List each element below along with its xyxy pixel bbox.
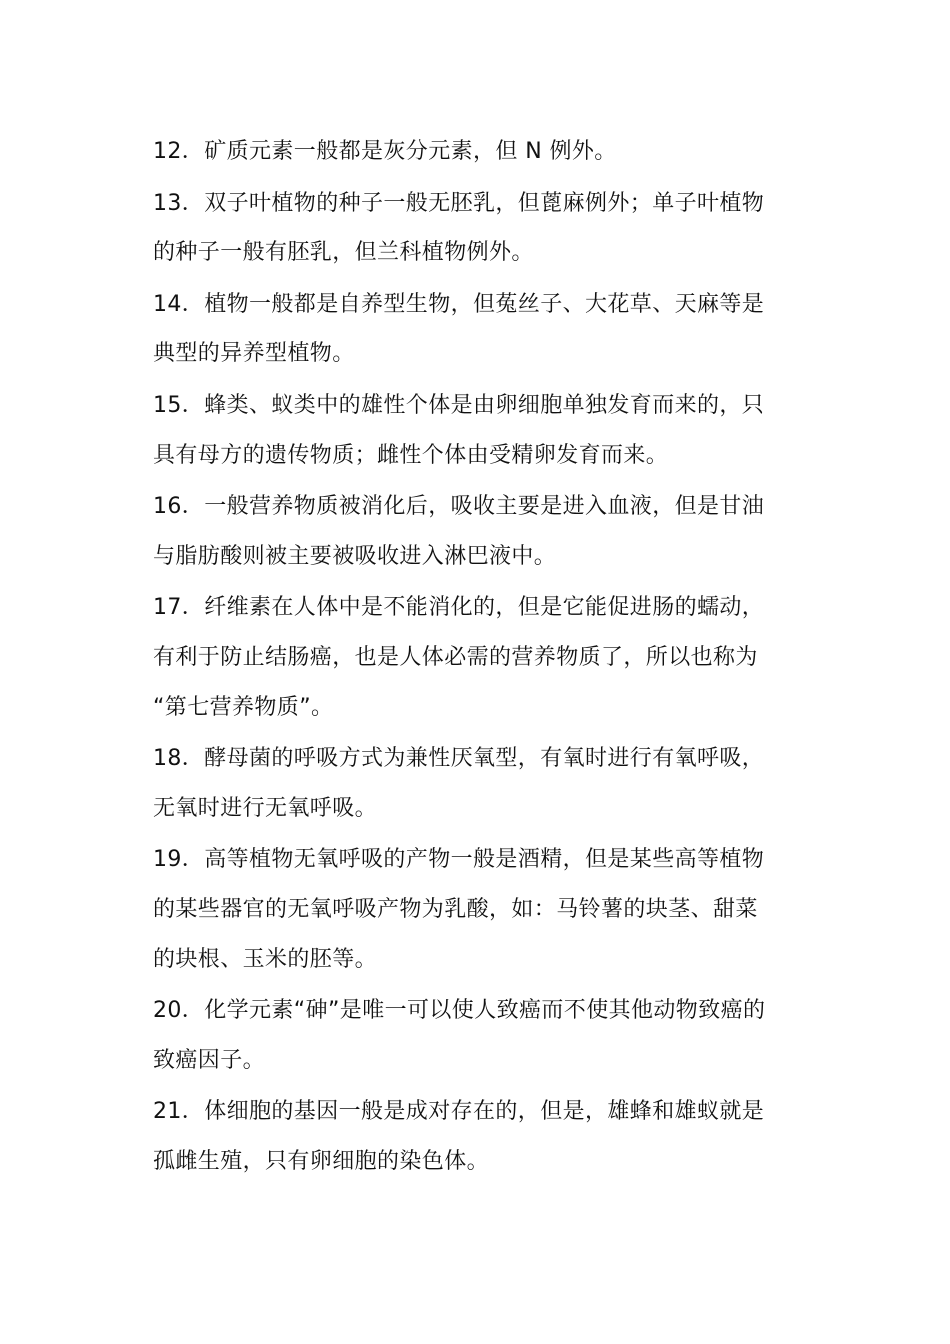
text-line: 具有母方的遗传物质；雌性个体由受精卵发育而来。	[153, 442, 669, 468]
text-line: 的某些器官的无氧呼吸产物为乳酸，如：马铃薯的块茎、甜菜	[153, 896, 758, 922]
text-line: 的种子一般有胚乳，但兰科植物例外。	[153, 240, 534, 266]
document-body	[153, 127, 803, 1188]
text-line: 16．一般营养物质被消化后，吸收主要是进入血液，但是甘油	[153, 494, 765, 520]
text-line: 与脂肪酸则被主要被吸收进入淋巴液中。	[153, 543, 557, 569]
text-line: “第七营养物质”。	[153, 694, 334, 720]
text-line: 孤雌生殖，只有卵细胞的染色体。	[153, 1148, 490, 1174]
text-line: 14．植物一般都是自养型生物，但菟丝子、大花草、天麻等是	[153, 291, 765, 317]
list-item-13	[153, 179, 803, 278]
text-line: 的块根、玉米的胚等。	[153, 946, 378, 972]
text-line: 15．蜂类、蚁类中的雄性个体是由卵细胞单独发育而来的，只	[153, 392, 765, 418]
list-item-21	[153, 1087, 803, 1186]
text-line: 典型的异养型植物。	[153, 341, 355, 367]
text-line: 18．酵母菌的呼吸方式为兼性厌氧型，有氧时进行有氧呼吸，	[153, 746, 765, 772]
text-line: 有利于防止结肠癌，也是人体必需的营养物质了，所以也称为	[153, 644, 758, 670]
list-item-17	[153, 583, 803, 732]
list-item-19	[153, 835, 803, 984]
list-item-18	[153, 734, 803, 833]
list-item-12	[153, 127, 803, 177]
text-line: 20．化学元素“砷”是唯一可以使人致癌而不使其他动物致癌的	[153, 998, 766, 1024]
list-item-15	[153, 381, 803, 480]
list-item-16	[153, 482, 803, 581]
text-line: 致癌因子。	[153, 1047, 266, 1073]
text-line: 12．矿质元素一般都是灰分元素，但 N 例外。	[153, 139, 617, 164]
text-line: 无氧时进行无氧呼吸。	[153, 795, 378, 821]
text-line: 21．体细胞的基因一般是成对存在的，但是，雄蜂和雄蚁就是	[153, 1099, 765, 1125]
text-line: 13．双子叶植物的种子一般无胚乳，但蓖麻例外；单子叶植物	[153, 190, 765, 216]
list-item-14	[153, 280, 803, 379]
text-line: 17．纤维素在人体中是不能消化的，但是它能促进肠的蠕动，	[153, 595, 765, 621]
list-item-20	[153, 986, 803, 1085]
text-line: 19．高等植物无氧呼吸的产物一般是酒精，但是某些高等植物	[153, 847, 765, 873]
